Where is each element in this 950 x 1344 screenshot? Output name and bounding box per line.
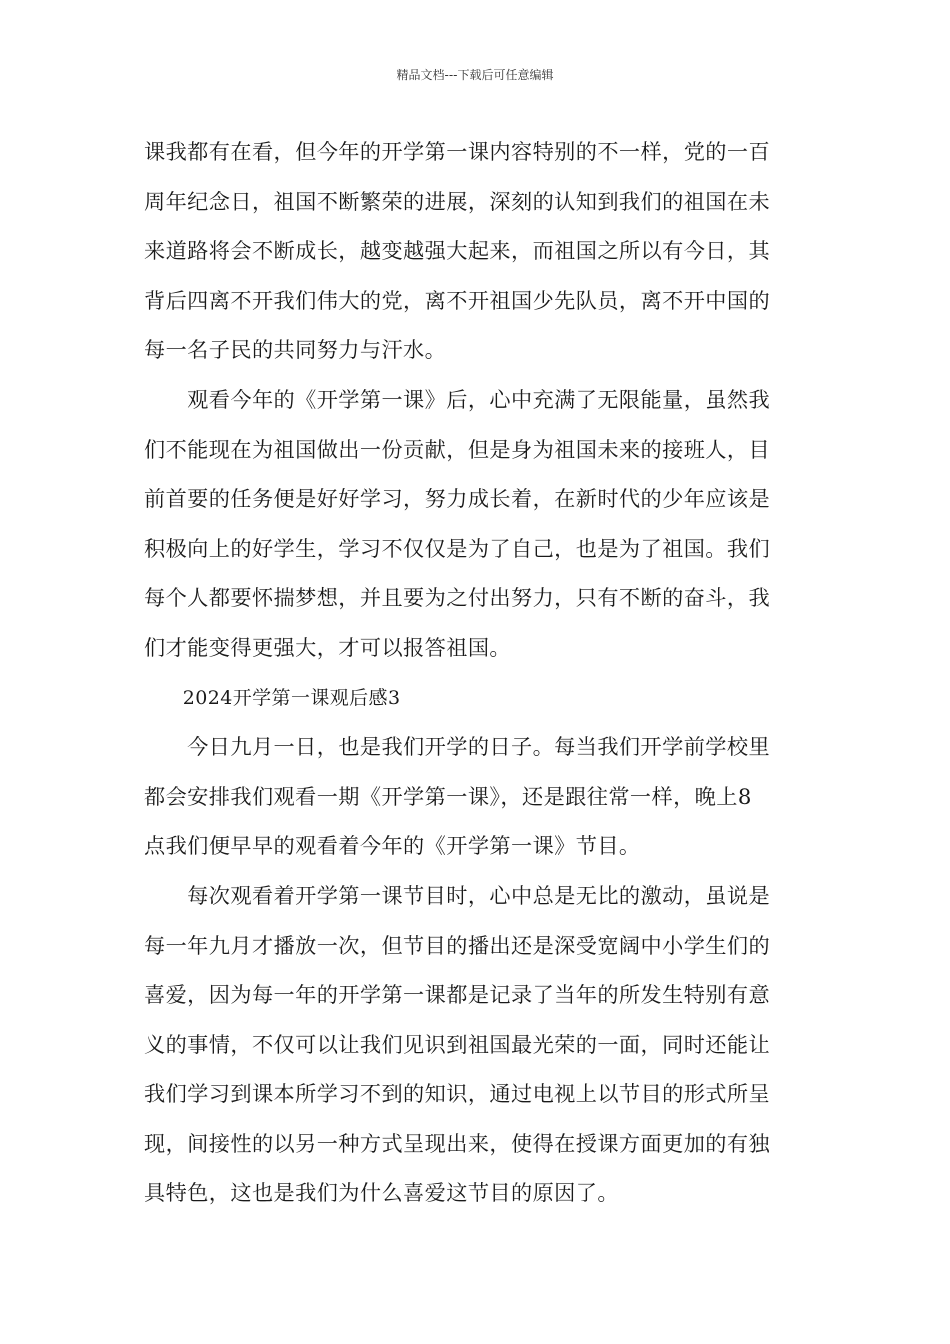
text-line: 每一名子民的共同努力与汗水。 <box>144 337 447 363</box>
text-line: 都会安排我们观看一期《开学第一课》，还是跟往常一样，晚上8 <box>144 783 752 809</box>
text-line: 今日九月一日，也是我们开学的日子。每当我们开学前学校里 <box>144 734 771 760</box>
text-line: 每次观看着开学第一课节目时，心中总是无比的激动，虽说是 <box>144 882 771 908</box>
text-line: 喜爱，因为每一年的开学第一课都是记录了当年的所发生特别有意 <box>144 982 771 1008</box>
text-line: 来道路将会不断成长，越变越强大起来，而祖国之所以有今日，其 <box>144 238 771 264</box>
text-line: 周年纪念日，祖国不断繁荣的进展，深刻的认知到我们的祖国在未 <box>144 188 771 214</box>
text-line: 每个人都要怀揣梦想，并且要为之付出努力，只有不断的奋斗，我 <box>144 585 771 611</box>
text-line: 具特色，这也是我们为什么喜爱这节目的原因了。 <box>144 1180 619 1206</box>
text-line: 们才能变得更强大，才可以报答祖国。 <box>144 634 511 660</box>
section-heading: 2024开学第一课观后感3 <box>144 686 401 709</box>
text-line: 点我们便早早的观看着今年的《开学第一课》节目。 <box>144 833 641 859</box>
text-line: 义的事情，不仅可以让我们见识到祖国最光荣的一面，同时还能让 <box>144 1031 771 1057</box>
text-line: 背后四离不开我们伟大的党，离不开祖国少先队员，离不开中国的 <box>144 287 771 313</box>
text-line: 现，间接性的以另一种方式呈现出来，使得在授课方面更加的有独 <box>144 1130 771 1156</box>
text-line: 观看今年的《开学第一课》后，心中充满了无限能量，虽然我 <box>144 386 771 412</box>
text-line: 每一年九月才播放一次，但节目的播出还是深受宽阔中小学生们的 <box>144 932 771 958</box>
text-line: 积极向上的好学生，学习不仅仅是为了自己，也是为了祖国。我们 <box>144 535 771 561</box>
text-line: 前首要的任务便是好好学习，努力成长着，在新时代的少年应该是 <box>144 486 771 512</box>
page-header: 精品文档---下载后可任意编辑 <box>396 68 554 82</box>
text-line: 们不能现在为祖国做出一份贡献，但是身为祖国未来的接班人，目 <box>144 436 771 462</box>
text-line: 课我都有在看，但今年的开学第一课内容特别的不一样，党的一百 <box>144 139 771 164</box>
text-line: 我们学习到课本所学习不到的知识，通过电视上以节目的形式所呈 <box>144 1081 771 1107</box>
document-body <box>144 133 810 1224</box>
